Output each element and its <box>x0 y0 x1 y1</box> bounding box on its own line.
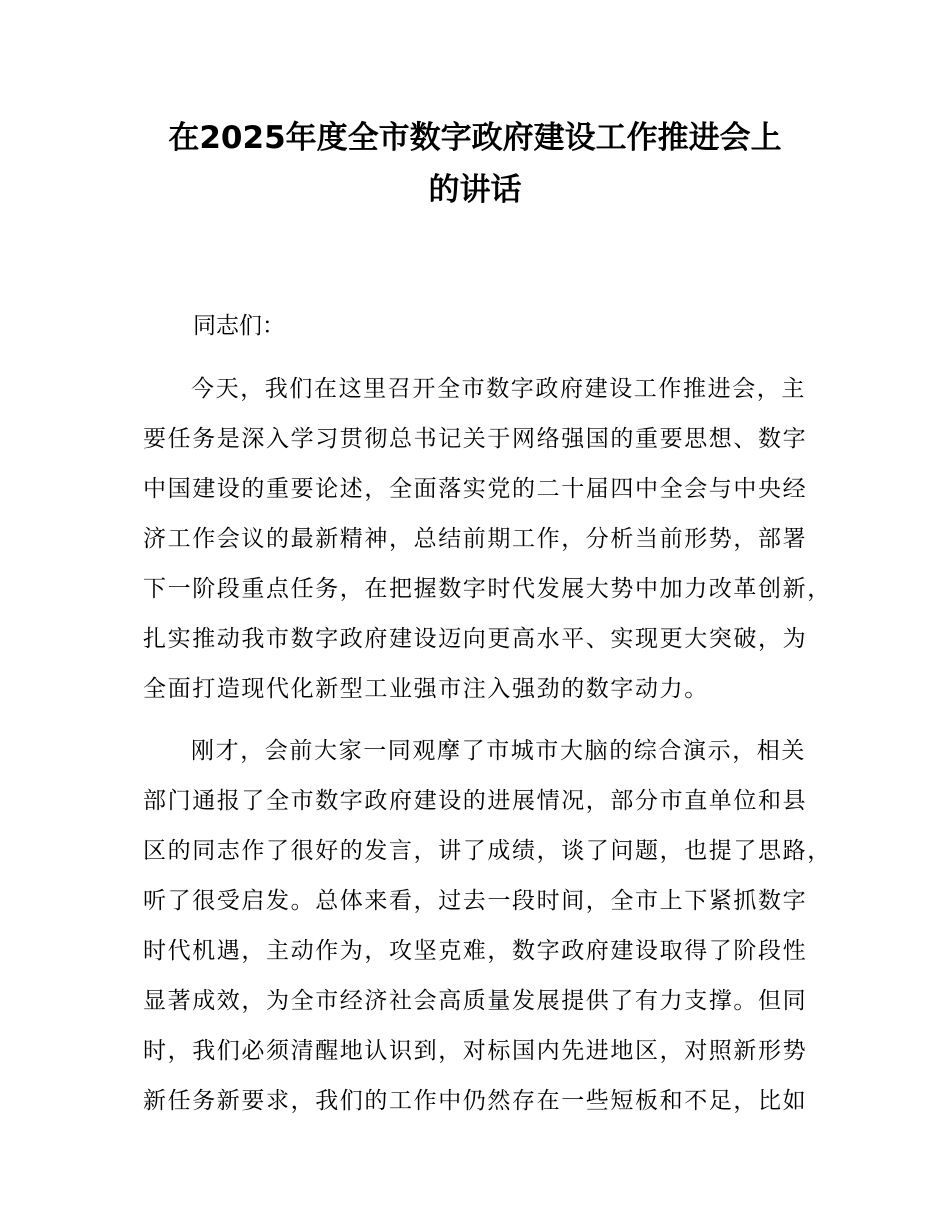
paragraph-1 <box>143 369 833 719</box>
paragraph-line: 中国建设的重要论述，全面落实党的二十届四中全会与中央经 <box>143 476 808 502</box>
paragraph-line: 今天，我们在这里召开全市数字政府建设工作推进会，主 <box>191 376 806 402</box>
paragraph-line: 时，我们必须清醒地认识到，对标国内先进地区，对照新形势 <box>143 1038 808 1064</box>
paragraph-2 <box>143 731 833 1131</box>
paragraph-line: 扎实推动我市数字政府建设迈向更高水平、实现更大突破，为 <box>143 626 808 652</box>
paragraph-line: 刚才，会前大家一同观摩了市城市大脑的综合演示，相关 <box>191 738 806 764</box>
greeting: 同志们： <box>193 313 285 339</box>
paragraph-line: 要任务是深入学习贯彻总书记关于网络强国的重要思想、数字 <box>143 426 808 452</box>
paragraph-line: 新任务新要求，我们的工作中仍然存在一些短板和不足，比如 <box>143 1088 808 1114</box>
title-line-1: 在2025年度全市数字政府建设工作推进会上 <box>168 120 782 156</box>
paragraph-line: 全面打造现代化新型工业强市注入强劲的数字动力。 <box>143 676 709 702</box>
paragraph-line: 区的同志作了很好的发言，讲了成绩，谈了问题，也提了思路， <box>143 838 832 864</box>
paragraph-line: 济工作会议的最新精神，总结前期工作，分析当前形势，部署 <box>143 526 808 552</box>
paragraph-line: 部门通报了全市数字政府建设的进展情况，部分市直单位和县 <box>143 788 808 814</box>
paragraph-line: 显著成效，为全市经济社会高质量发展提供了有力支撑。但同 <box>143 988 808 1014</box>
paragraph-line: 时代机遇，主动作为，攻坚克难，数字政府建设取得了阶段性 <box>143 938 808 964</box>
paragraph-line: 听了很受启发。总体来看，过去一段时间，全市上下紧抓数字 <box>143 888 808 914</box>
title-line-2: 的讲话 <box>428 172 522 208</box>
paragraph-line: 下一阶段重点任务，在把握数字时代发展大势中加力改革创新， <box>143 576 832 602</box>
document-title <box>130 112 820 216</box>
